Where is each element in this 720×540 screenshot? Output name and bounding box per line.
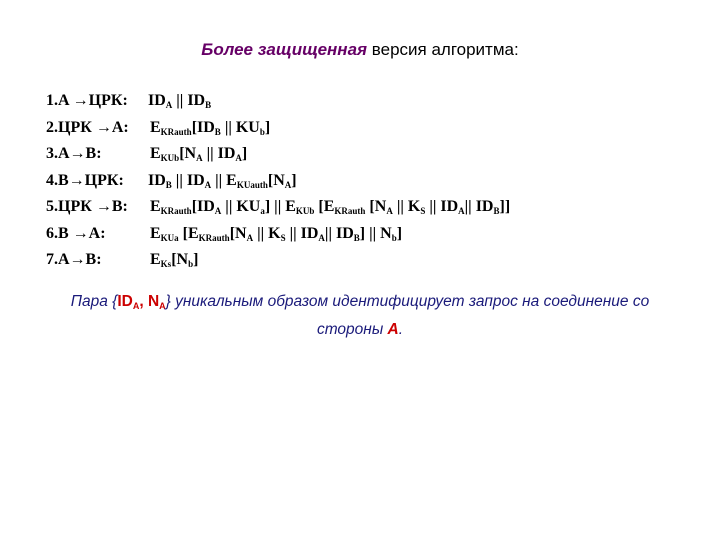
step-label: 2.ЦРК →A: [46,118,129,136]
step-label: 6.B →A: [46,224,106,242]
note-end: . [398,321,404,338]
step-expression: $E_{KUa}$ [$E_{KRauth}[N_A$ || $K_S$ || $ID_A||$ $ID_B$] || $N_b$] [150,224,403,243]
step-expression: $ID_B$ || $ID_A$ || $E_{KUauth}[N_A]$ [148,171,297,190]
note-pair-id: $ID_A$, $N_A$ [117,293,166,311]
step-label: 5.ЦРК →B: [46,198,128,215]
step-label: 7.A→B: [46,251,102,268]
note-prefix: Пара { [70,293,118,310]
step-expression: $E_{KRauth}[ID_A$ || $KU_a$] || $E_{KUb}$ [$E_{KRauth}$ [$N_A$ || $K_S$ || $ID_A||$ $ID_B$]] [150,198,511,216]
step-expression: $E_{KRauth}[ID_B$ || $KU_b$] [150,118,271,137]
step-expression: $ID_A$ || $ID_B$ [148,92,212,110]
step-label: 4.B→ЦРК: [46,171,124,189]
note-paragraph [40,288,680,344]
note-middle: } уникальным образом идентифицирует запрос на соединение со стороны [165,293,650,338]
slide-title [0,40,720,60]
step-expression: $E_{Ks}[N_b]$ [150,251,199,269]
step-label: 3.A→B: [46,145,102,162]
title-rest: версия алгоритма: [367,40,519,59]
step-label: 1.A →ЦРК: [46,92,128,109]
step-expression: $E_{KUb}[N_A$ || $ID_A$] [150,145,248,163]
note-party: A [387,321,399,338]
title-emphasis: Более защищенная [201,40,368,59]
